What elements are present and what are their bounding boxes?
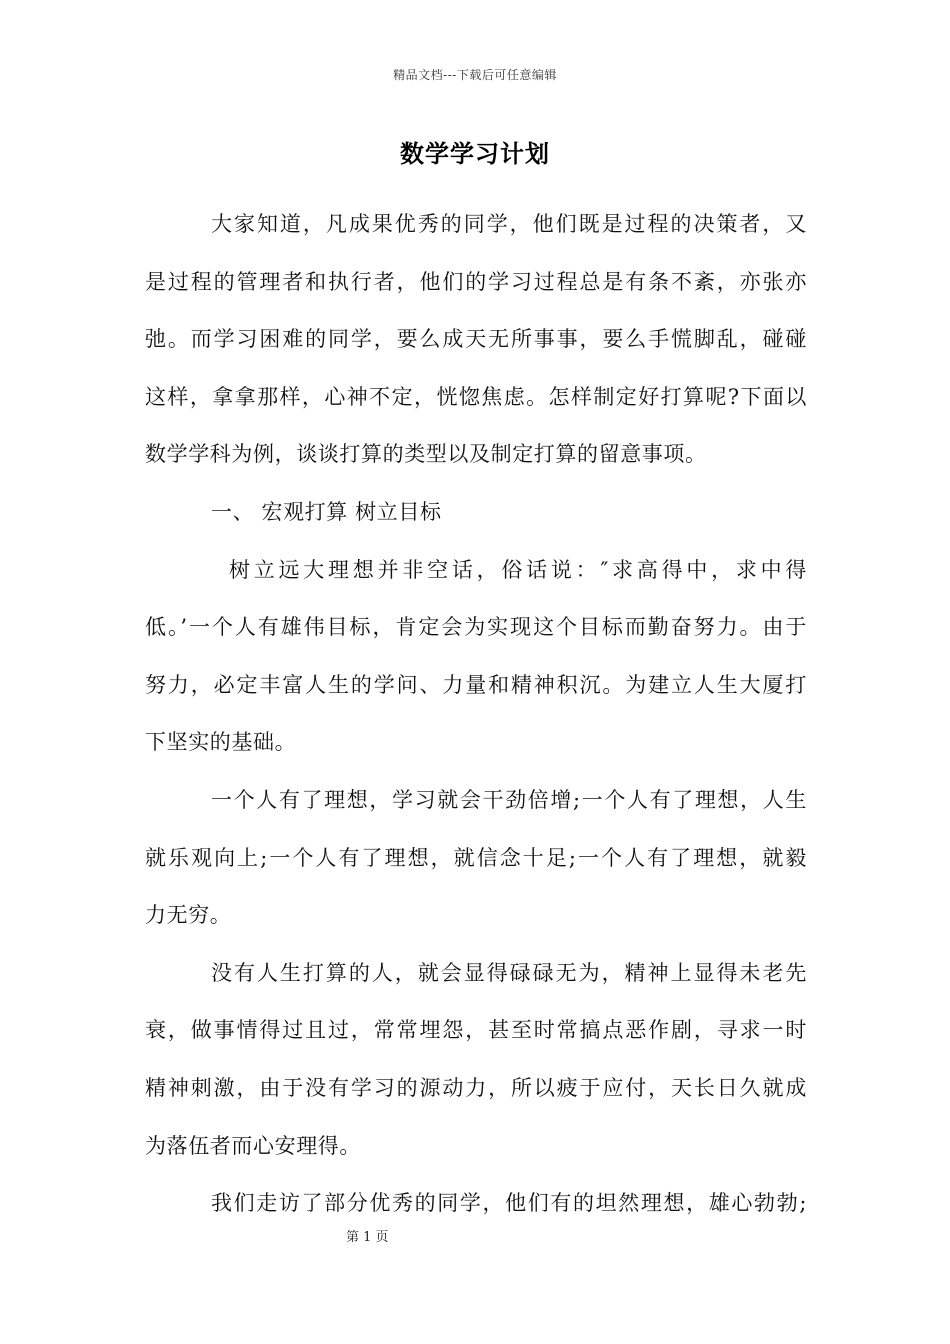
paragraph-line: 这样，拿拿那样，心神不定，恍惚焦虑。怎样制定好打算呢?下面以 xyxy=(145,384,807,409)
paragraph-line: 大家知道，凡成果优秀的同学，他们既是过程的决策者，又 xyxy=(211,212,807,236)
paragraph-line: 为落伍者而心安理得。 xyxy=(145,1133,361,1158)
paragraph-line: 弛。而学习困难的同学，要么成天无所事事，要么手慌脚乱，碰碰 xyxy=(145,327,807,352)
paragraph-line: 衰，做事情得过且过，常常埋怨，甚至时常搞点恶作剧，寻求一时 xyxy=(145,1018,807,1043)
paragraph-line: 努力，必定丰富人生的学问、力量和精神积沉。为建立人生大厦打 xyxy=(145,672,807,697)
paragraph-line: 精神刺激，由于没有学习的源动力，所以疲于应付，天长日久就成 xyxy=(145,1075,807,1100)
paragraph-line: 就乐观向上;一个人有了理想，就信念十足;一个人有了理想，就毅 xyxy=(145,845,807,870)
section-heading: 一、 宏观打算 树立目标 xyxy=(211,499,442,524)
page-number: 第 1 页 xyxy=(346,1230,389,1245)
paragraph-line: 树立远大理想并非空话，俗话说：″求高得中，求中得 xyxy=(229,557,807,582)
paragraph-line: 一个人有了理想，学习就会干劲倍增;一个人有了理想，人生 xyxy=(211,787,807,812)
paragraph-line: 是过程的管理者和执行者，他们的学习过程总是有条不紊，亦张亦 xyxy=(145,269,807,294)
paragraph-line: 下坚实的基础。 xyxy=(145,730,297,755)
paragraph-line: 数学学科为例，谈谈打算的类型以及制定打算的留意事项。 xyxy=(145,442,707,467)
paragraph-line: 我们走访了部分优秀的同学，他们有的坦然理想，雄心勃勃; xyxy=(211,1191,807,1216)
page-header: 精品文档---下载后可任意编辑 xyxy=(393,68,557,82)
paragraph-line: 低。’一个人有雄伟目标，肯定会为实现这个目标而勤奋努力。由于 xyxy=(145,615,807,640)
document-title: 数学学习计划 xyxy=(400,139,550,168)
paragraph-line: 力无穷。 xyxy=(145,903,232,928)
document-body xyxy=(145,196,807,1233)
paragraph-line: 没有人生打算的人，就会显得碌碌无为，精神上显得未老先 xyxy=(211,960,807,985)
